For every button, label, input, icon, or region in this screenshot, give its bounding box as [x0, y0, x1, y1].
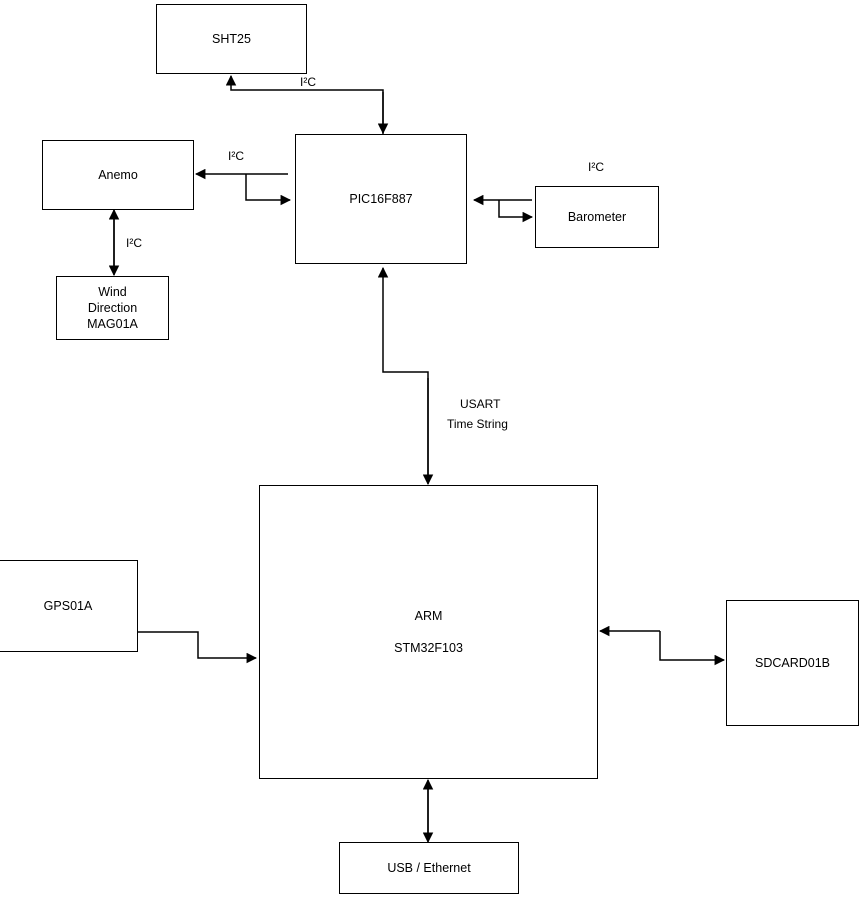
node-anemo-label: Anemo: [98, 168, 138, 182]
node-gps01a[interactable]: [0, 560, 138, 652]
node-sdcard01b[interactable]: [726, 600, 859, 726]
node-arm-label: ARM: [414, 609, 443, 623]
connector-pic-to-barometer: [499, 200, 532, 217]
edge-label-i2c-barometer: I²C: [588, 160, 604, 174]
node-gps01a-label: GPS01A: [43, 599, 93, 613]
node-arm-stm32f103[interactable]: [259, 485, 598, 779]
node-anemo[interactable]: [42, 140, 194, 210]
edge-label-usart-line2: Time String: [447, 417, 508, 431]
edge-label-usart-line1: USART: [460, 397, 501, 411]
node-sht25-label: SHT25: [212, 32, 251, 46]
edge-label-i2c-sht25: I²C: [300, 75, 316, 89]
node-wind-direction-label-line3: MAG01A: [87, 317, 138, 331]
connector-arm-to-sdcard: [660, 631, 724, 660]
edge-label-i2c-anemo: I²C: [228, 149, 244, 163]
node-sdcard01b-label: SDCARD01B: [754, 656, 831, 670]
node-pic16f887[interactable]: [295, 134, 467, 264]
connector-gps-to-arm: [138, 632, 256, 658]
node-sht25[interactable]: [156, 4, 307, 74]
node-usb-ethernet-label: USB / Ethernet: [387, 861, 471, 875]
node-barometer[interactable]: [535, 186, 659, 248]
node-wind-direction-label-line2: Direction: [87, 301, 138, 315]
edge-label-i2c-wind: I²C: [126, 236, 142, 250]
node-wind-direction[interactable]: [56, 276, 169, 340]
node-wind-direction-label-line1: Wind: [98, 285, 127, 299]
node-stm32f103-label: STM32F103: [394, 641, 463, 655]
node-barometer-label: Barometer: [567, 210, 627, 224]
node-pic16f887-label: PIC16F887: [349, 192, 413, 206]
node-usb-ethernet[interactable]: [339, 842, 519, 894]
connector-arm-to-pic: [383, 268, 428, 480]
connector-anemo-to-pic: [246, 174, 290, 200]
